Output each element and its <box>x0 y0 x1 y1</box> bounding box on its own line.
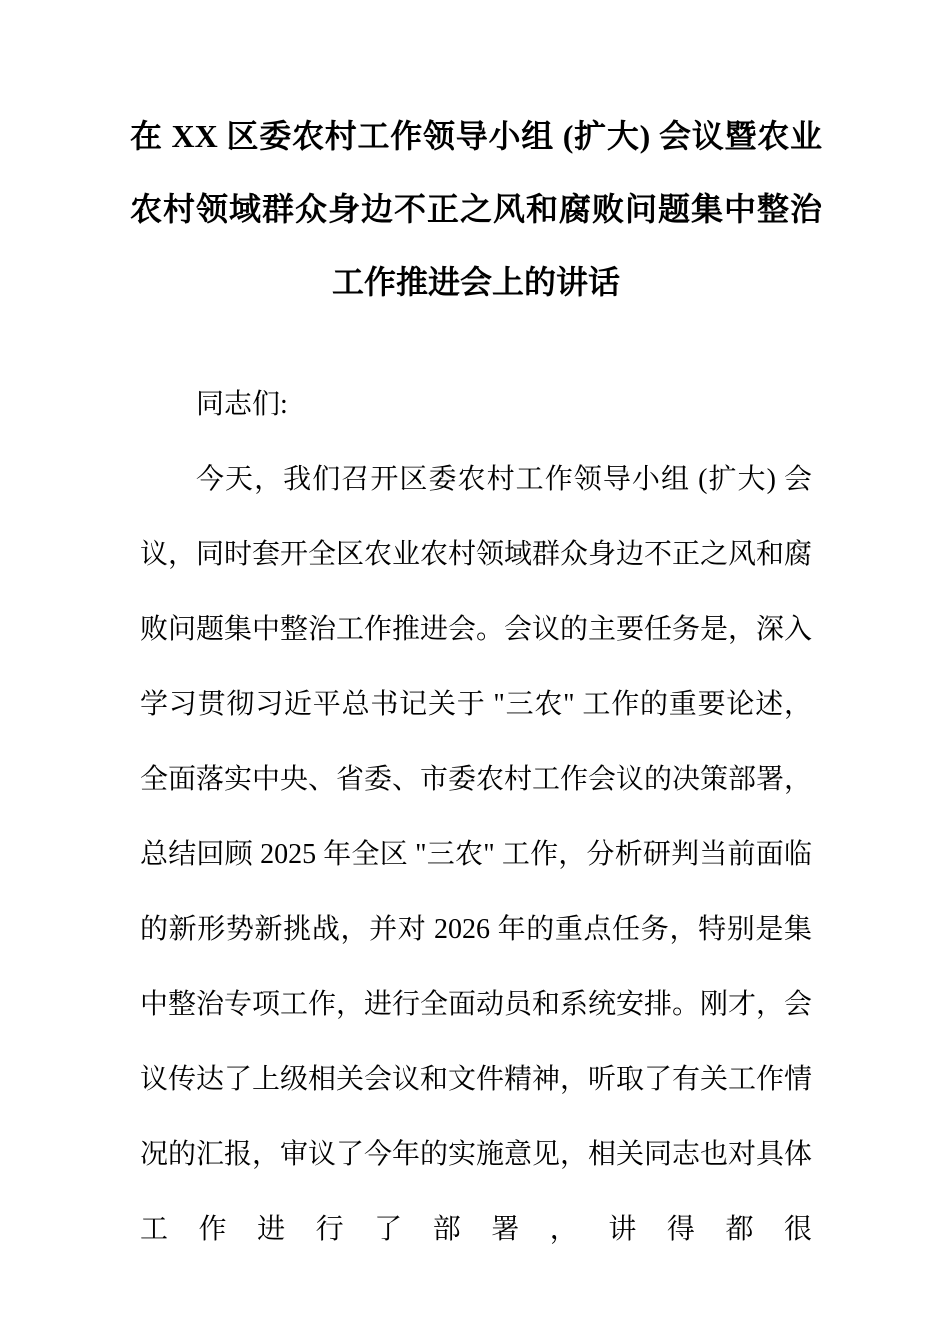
body-paragraph: 今天，我们召开区委农村工作领导小组 (扩大) 会议，同时套开全区农业农村领域群众身边不正之风和腐败问题集中整治工作推进会。会议的主要任务是，深入学习贯彻习近平总书记关于 "三农" 工作的重要论述，全面落实中央、省委、市委农村工作会议的决策部署，总结回顾 2025 年全区 "三农" 工作，分析研判当前面临的新形势新挑战，并对 2026 年的重点任务，特别是集中整治专项工作，进行全面动员和系统安排。刚才，会议传达了上级相关会议和文件精神，听取了有关工作情况的汇报，审议了今年的实施意见，相关同志也对具体工作进行了部署，讲得都很 <box>140 464 813 1245</box>
document-body <box>140 367 812 1267</box>
document-title: 在 XX 区委农村工作领导小组 (扩大) 会议暨农业农村领域群众身边不正之风和腐败问题集中整治工作推进会上的讲话 <box>130 118 822 300</box>
salutation-paragraph: 同志们: <box>196 389 288 420</box>
